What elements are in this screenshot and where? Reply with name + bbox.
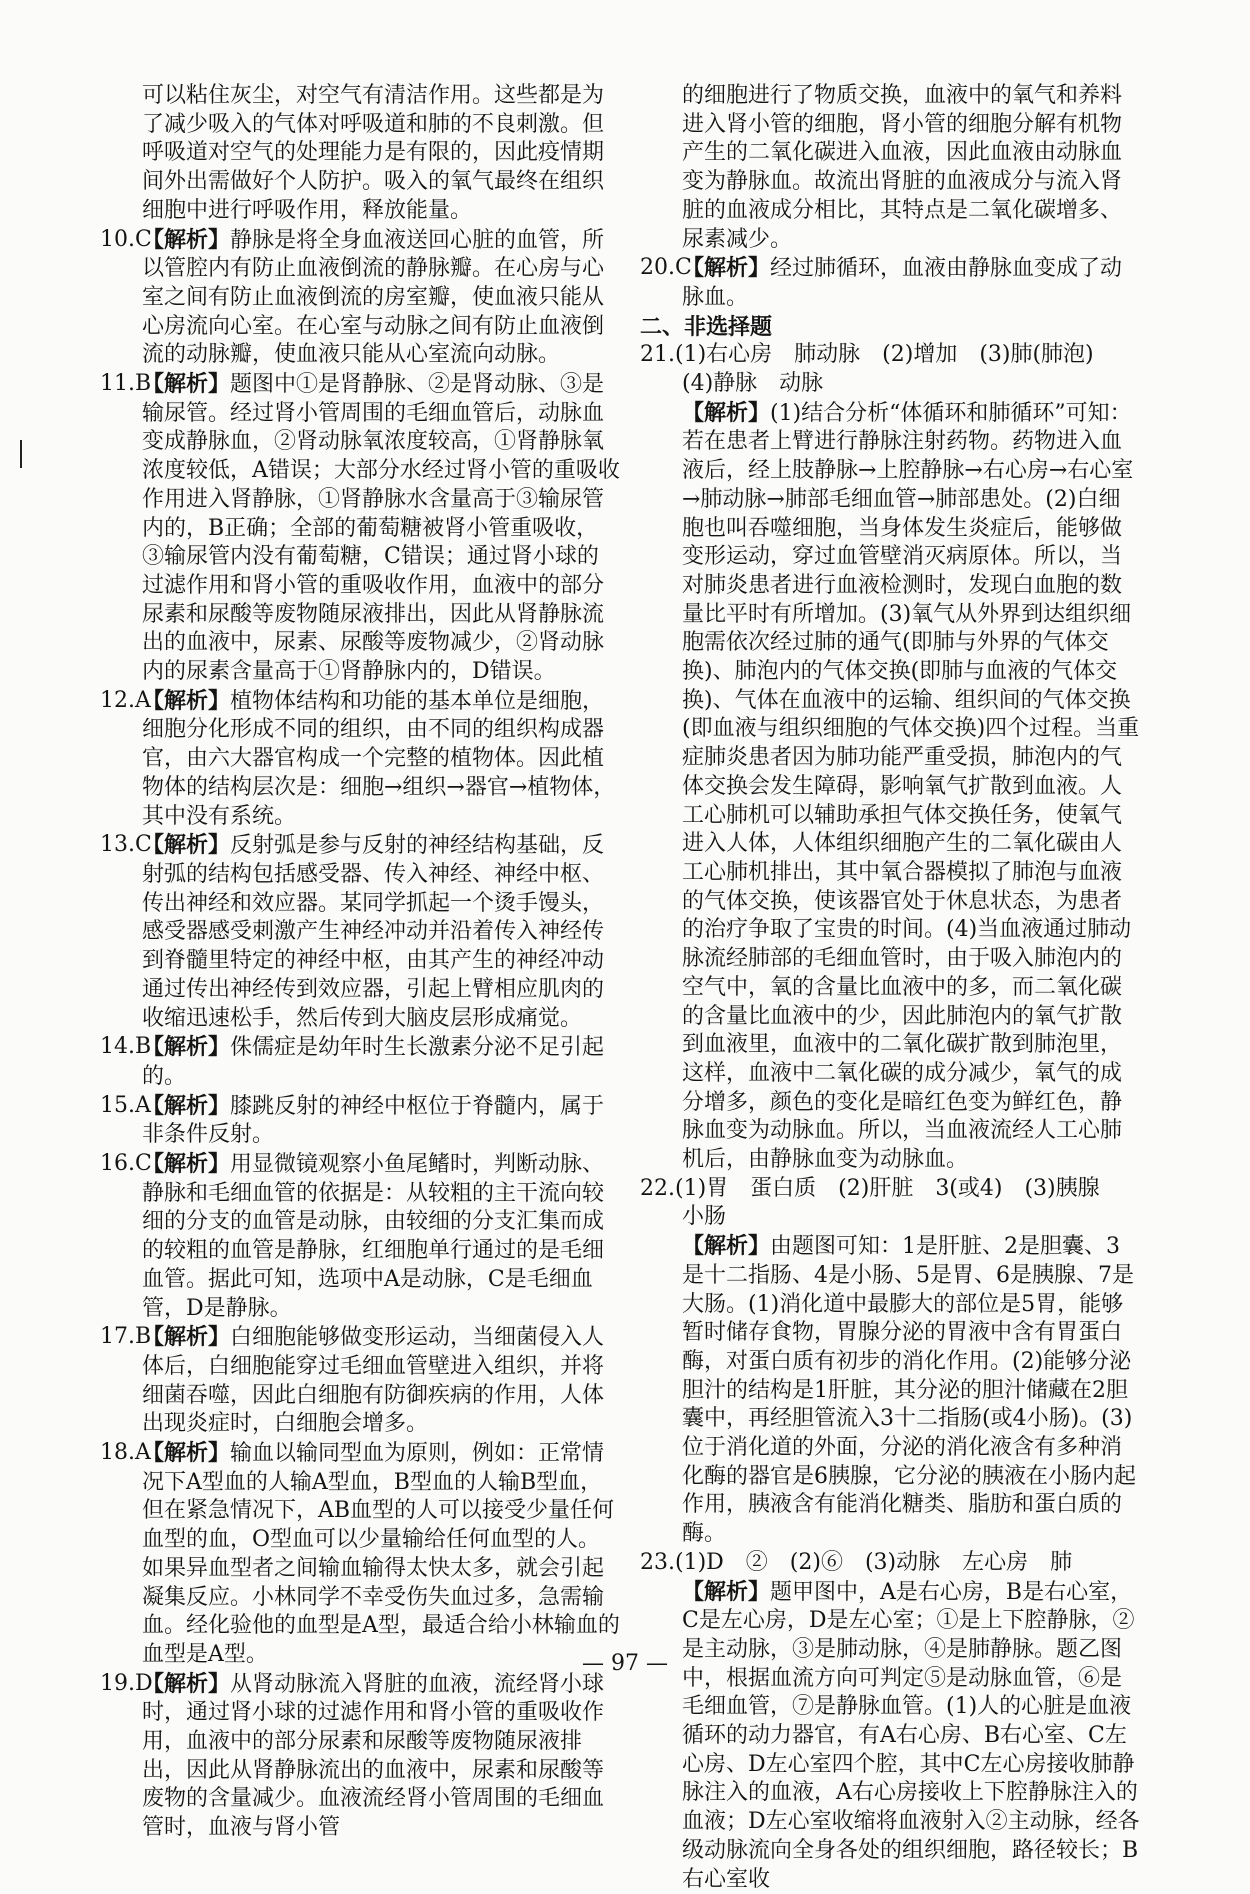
answer-16 (100, 1150, 620, 1323)
answer-14 (100, 1033, 620, 1091)
answer-number: 14.B (100, 1034, 152, 1060)
answer-18 (100, 1439, 620, 1670)
analysis-tag: 【解析】 (142, 1324, 231, 1351)
answer-number: 13.C (100, 832, 152, 858)
analysis-text: 题图中①是肾静脉、②是肾动脉、③是输尿管。经过肾小管周围的毛细血管后，动脉血变成静脉血，②肾动脉氧浓度较高，①肾静脉氧浓度较低，A错误；大部分水经过肾小管的重吸收作用进入肾静脉，①肾静脉水含量高于③输尿管内的，B正确；全部的葡萄糖被肾小管重吸收，③输尿管内没有葡萄糖，C错误；通过肾小球的过滤作用和肾小管的重吸收作用，血液中的部分尿素和尿酸等废物随尿液排出，因此从肾静脉流出的血液中，尿素、尿酸等废物减少，②肾动脉内的尿素含量高于①肾静脉内的，D错误。 (142, 372, 620, 685)
analysis-tag: 【解析】 (682, 255, 771, 282)
analysis-text: 侏儒症是幼年时生长激素分泌不足引起的。 (142, 1035, 605, 1089)
analysis-tag: 【解析】 (142, 371, 231, 398)
analysis-text: 从肾动脉流入肾脏的血液，流经肾小球时，通过肾小球的过滤作用和肾小管的重吸收作用，血液中的部分尿素和尿酸等废物随尿液排出，因此从肾静脉流出的血液中，尿素和尿酸等废物的含量减少。血液流经肾小管周围的毛细血管时，血液与肾小管 (142, 1671, 605, 1841)
right-continuation: 的细胞进行了物质交换，血液中的氧气和养料进入肾小管的细胞，肾小管的细胞分解有机物产生的二氧化碳进入血液，因此血液由动脉血变为静脉血。故流出肾脏的血液成分与流入肾脏的血液成分相比，其特点是二氧化碳增多、尿素减少。 (682, 83, 1123, 252)
answer-number: 11.B (100, 371, 152, 397)
section-heading: 二、非选择题 (640, 313, 773, 340)
analysis-tag: 【解析】 (142, 1092, 231, 1119)
analysis-text: 题甲图中，A是右心房，B是右心室，C是左心房，D是左心室；①是上下腔静脉，②是主动脉，③是肺动脉，④是肺静脉。题乙图中，根据血流方向可判定⑤是动脉血管，⑥是毛细血管，⑦是静脉血管。(1)人的心脏是血液循环的动力器官，有A右心房、B右心室、C左心房、D左心室四个腔，其中C左心房接收肺静脉注入的血液，A右心房接收上下腔静脉注入的血液；D左心室收缩将血液射入②主动脉，经各级动脉流向全身各处的组织细胞，路径较长；B右心室收 (682, 1579, 1140, 1892)
answer-number: 17.B (100, 1324, 152, 1350)
analysis-text: 用显微镜观察小鱼尾鳍时，判断动脉、静脉和毛细血管的依据是：从较粗的主干流向较细的分支的血管是动脉，由较细的分支汇集而成的较粗的血管是静脉，红细胞单行通过的是毛细血管。据此可知，选项中A是动脉，C是毛细血管，D是静脉。 (142, 1152, 605, 1321)
analysis-tag: 【解析】 (142, 1670, 231, 1697)
analysis-tag: 【解析】 (142, 1440, 231, 1467)
analysis-text: 植物体结构和功能的基本单位是细胞，细胞分化形成不同的组织，由不同的组织构成器官，由六大器官构成一个完整的植物体。因此植物体的结构层次是：细胞→组织→器官→植物体，其中没有系统。 (142, 688, 616, 829)
answer-number: 16.C (100, 1151, 152, 1177)
answer-12 (100, 687, 620, 832)
answer-number: 20.C (640, 255, 692, 281)
analysis-text: 反射弧是参与反射的神经结构基础，反射弧的结构包括感受器、传入神经、神经中枢、传出神经和效应器。某同学抓起一个烫手馒头，感受器感受刺激产生神经冲动并沿着传入神经传到脊髓里特定的神经中枢，由其产生的神经冲动通过传出神经传到效应器，引起上臂相应肌肉的收缩迅速松手，然后传到大脑皮层形成痛觉。 (142, 833, 605, 1031)
analysis-tag: 【解析】 (682, 399, 771, 426)
answer-number: 15.A (100, 1092, 151, 1118)
analysis-tag: 【解析】 (142, 832, 231, 859)
analysis-tag: 【解析】 (142, 226, 231, 253)
analysis-tag: 【解析】 (682, 1233, 771, 1260)
answer-15 (100, 1092, 620, 1150)
analysis-text: 静脉是将全身血液送回心脏的血管，所以管腔内有防止血液倒流的静脉瓣。在心房与心室之间有防止血液倒流的房室瓣，使血液只能从心房流向心室。在心室与动脉之间有防止血液倒流的动脉瓣，使血液只能从心室流向动脉。 (142, 227, 605, 368)
answer-20 (640, 254, 1140, 312)
analysis-text: 膝跳反射的神经中枢位于脊髓内，属于非条件反射。 (142, 1093, 605, 1148)
answer-number: 12.A (100, 687, 151, 713)
answer-22-analysis (640, 1232, 1140, 1549)
analysis-tag: 【解析】 (142, 687, 231, 714)
answer-23-analysis (640, 1578, 1140, 1894)
answer-21-key-cont: (4)静脉 动脉 (682, 371, 824, 397)
left-continuation: 可以粘住灰尘，对空气有清洁作用。这些都是为了减少吸入的气体对呼吸道和肺的不良刺激。但呼吸道对空气的处理能力是有限的，因此疫情期间外出需做好个人防护。吸入的氧气最终在组织细胞中进行呼吸作用，释放能量。 (142, 83, 605, 223)
page-number: — 97 — (582, 1651, 668, 1676)
analysis-text: 由题图可知：1是肝脏、2是胆囊、3是十二指肠、4是小肠、5是胃、6是胰腺、7是大肠。(1)消化道中最膨大的部位是5胃，能够暂时储存食物，胃腺分泌的胃液中含有胃蛋白酶，对蛋白质有初步的消化作用。(2)能够分泌胆汁的结构是1肝脏，其分泌的胆汁储藏在2胆囊中，再经胆管流入3十二指肠(或4小肠)。(3)位于消化道的外面，分泌的消化液含有多种消化酶的器官是6胰腺，它分泌的胰液在小肠内起作用，胰液含有能消化糖类、脂肪和蛋白质的酶。 (682, 1234, 1136, 1547)
answer-23-key: 23.(1)D ② (2)⑥ (3)动脉 左心房 肺 (640, 1549, 1073, 1575)
left-column (100, 82, 620, 1843)
answer-17 (100, 1323, 620, 1439)
answer-10 (100, 226, 620, 371)
answer-21-analysis (640, 399, 1140, 1175)
analysis-text: 输血以输同型血为原则，例如：正常情况下A型血的人输A型血，B型血的人输B型血，但在紧急情况下，AB血型的人可以接受少量任何血型的血，O型血可以少量输给任何血型的人。如果异血型者之间输血输得太快太多，就会引起凝集反应。小林同学不幸受伤失血过多，急需输血。经化验他的血型是A型，最适合给小林输血的血型是A型。 (142, 1441, 620, 1667)
answer-number: 18.A (100, 1440, 151, 1466)
answer-22-key: 22.(1)胃 蛋白质 (2)肝脏 3(或4) (3)胰腺 (640, 1175, 1100, 1201)
analysis-text: (1)结合分析“体循环和肺循环”可知：若在患者上臂进行静脉注射药物。药物进入血液后，经上肢静脉→上腔静脉→右心房→右心室→肺动脉→肺部毛细血管→肺部患处。(2)白细胞也叫吞噬细胞，当身体发生炎症后，能够做变形运动，穿过血管壁消灭病原体。所以，当对肺炎患者进行血液检测时，发现白血胞的数量比平时有所增加。(3)氧气从外界到达组织细胞需依次经过肺的通气(即肺与外界的气体交换)、肺泡内的气体交换(即肺与血液的气体交换)、气体在血液中的运输、组织间的气体交换(即血液与组织细胞的气体交换)四个过程。当重症肺炎患者因为肺功能严重受损，肺泡内的气体交换会发生障碍，影响氧气扩散到血液。人工心肺机可以辅助承担气体交换任务，使氧气进入人体，人体组织细胞产生的二氧化碳由人工心肺机排出，其中氧合器模拟了肺泡与血液的气体交换，使该器官处于休息状态，为患者的治疗争取了宝贵的时间。(4)当血液通过肺动脉流经肺部的毛细血管时，由于吸入肺泡内的空气中，氧的含量比血液中的多，而二氧化碳的含量比血液中的少，因此肺泡内的氧气扩散到血液里，血液中的二氧化碳扩散到肺泡里，这样，血液中二氧化碳的成分减少，氧气的成分增多，颜色的变化是暗红色变为鲜红色，静脉血变为动脉血。所以，当血液流经人工心肺机后，由静脉血变为动脉血。 (682, 400, 1140, 1173)
answer-number: 10.C (100, 226, 152, 252)
analysis-tag: 【解析】 (142, 1151, 231, 1178)
analysis-text: 白细胞能够做变形运动，当细菌侵入人体后，白细胞能穿过毛细血管壁进入组织，并将细菌吞噬，因此白细胞有防御疾病的作用，人体出现炎症时，白细胞会增多。 (142, 1325, 605, 1437)
answer-19 (100, 1670, 620, 1843)
answer-13 (100, 831, 620, 1033)
answer-11 (100, 370, 620, 687)
margin-mark (20, 440, 22, 468)
analysis-text: 经过肺循环，血液由静脉血变成了动脉血。 (682, 256, 1123, 310)
right-column (640, 82, 1140, 1894)
analysis-tag: 【解析】 (142, 1034, 231, 1061)
analysis-tag: 【解析】 (682, 1578, 771, 1605)
answer-21-key: 21.(1)右心房 肺动脉 (2)增加 (3)肺(肺泡) (640, 342, 1094, 368)
answer-number: 19.D (100, 1670, 153, 1696)
answer-22-key-cont: 小肠 (682, 1204, 727, 1230)
